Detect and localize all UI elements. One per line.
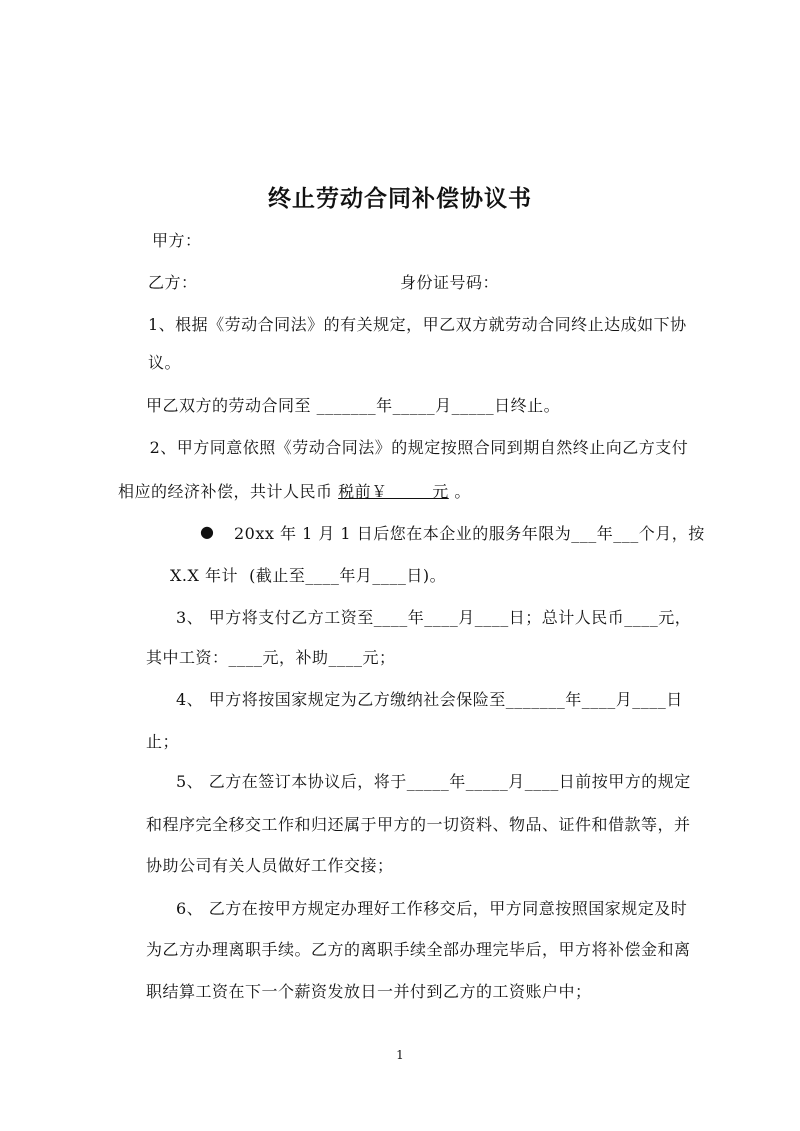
- clause-5-line-1: 5、 乙方在签订本协议后，将于_____年_____月____日前按甲方的规定: [176, 772, 691, 791]
- clause-4-line-2: 止；: [146, 732, 180, 751]
- clause-3-line-1: 3、 甲方将支付乙方工资至____年____月____日；总计人民币____元，: [176, 608, 692, 627]
- bullet-icon: ●: [200, 522, 214, 541]
- clause-5-line-2: 和程序完全移交工作和归还属于甲方的一切资料、物品、证件和借款等，并: [146, 815, 691, 834]
- clause-1-line-1: 1、根据《劳动合同法》的有关规定，甲乙双方就劳动合同终止达成如下协: [148, 315, 687, 334]
- clause-2-line-1: 2、甲方同意依照《劳动合同法》的规定按照合同到期自然终止向乙方支付: [144, 438, 689, 457]
- page-number: 1: [396, 1048, 404, 1062]
- document-title: 终止劳动合同补偿协议书: [268, 185, 532, 212]
- bullet-line-1: 20xx 年 1 月 1 日后您在本企业的服务年限为___年___个月，按: [234, 524, 705, 543]
- clause-6-line-3: 职结算工资在下一个薪资发放日一并付到乙方的工资账户中；: [146, 982, 592, 1001]
- id-number-label: 身份证号码：: [400, 273, 500, 292]
- party-a-label: 甲方：: [152, 231, 202, 250]
- clause-2-end: 。: [448, 482, 471, 501]
- clause-4-line-1: 4、 甲方将按国家规定为乙方缴纳社会保险至_______年____月____日: [176, 690, 683, 709]
- clause-3-line-2: 其中工资：____元，补助____元；: [146, 648, 396, 667]
- clause-1-line-3: 甲乙双方的劳动合同至 _______年_____月_____日终止。: [146, 396, 561, 415]
- party-b-label: 乙方：: [148, 273, 198, 292]
- clause-2-line-2: [118, 482, 471, 502]
- pre-tax-amount-field: 税前￥ 元: [338, 482, 449, 501]
- clause-5-line-3: 协助公司有关人员做好工作交接；: [146, 856, 394, 875]
- clause-6-line-2: 为乙方办理离职手续。乙方的离职手续全部办理完毕后，甲方将补偿金和离: [146, 940, 691, 959]
- clause-2-text: 相应的经济补偿，共计人民币: [118, 482, 339, 501]
- bullet-line-2: X.X 年计 (截止至____年月____日)。: [170, 566, 447, 585]
- clause-6-line-1: 6、 乙方在按甲方规定办理好工作移交后，甲方同意按照国家规定及时: [176, 899, 688, 918]
- clause-1-line-2: 议。: [148, 353, 182, 372]
